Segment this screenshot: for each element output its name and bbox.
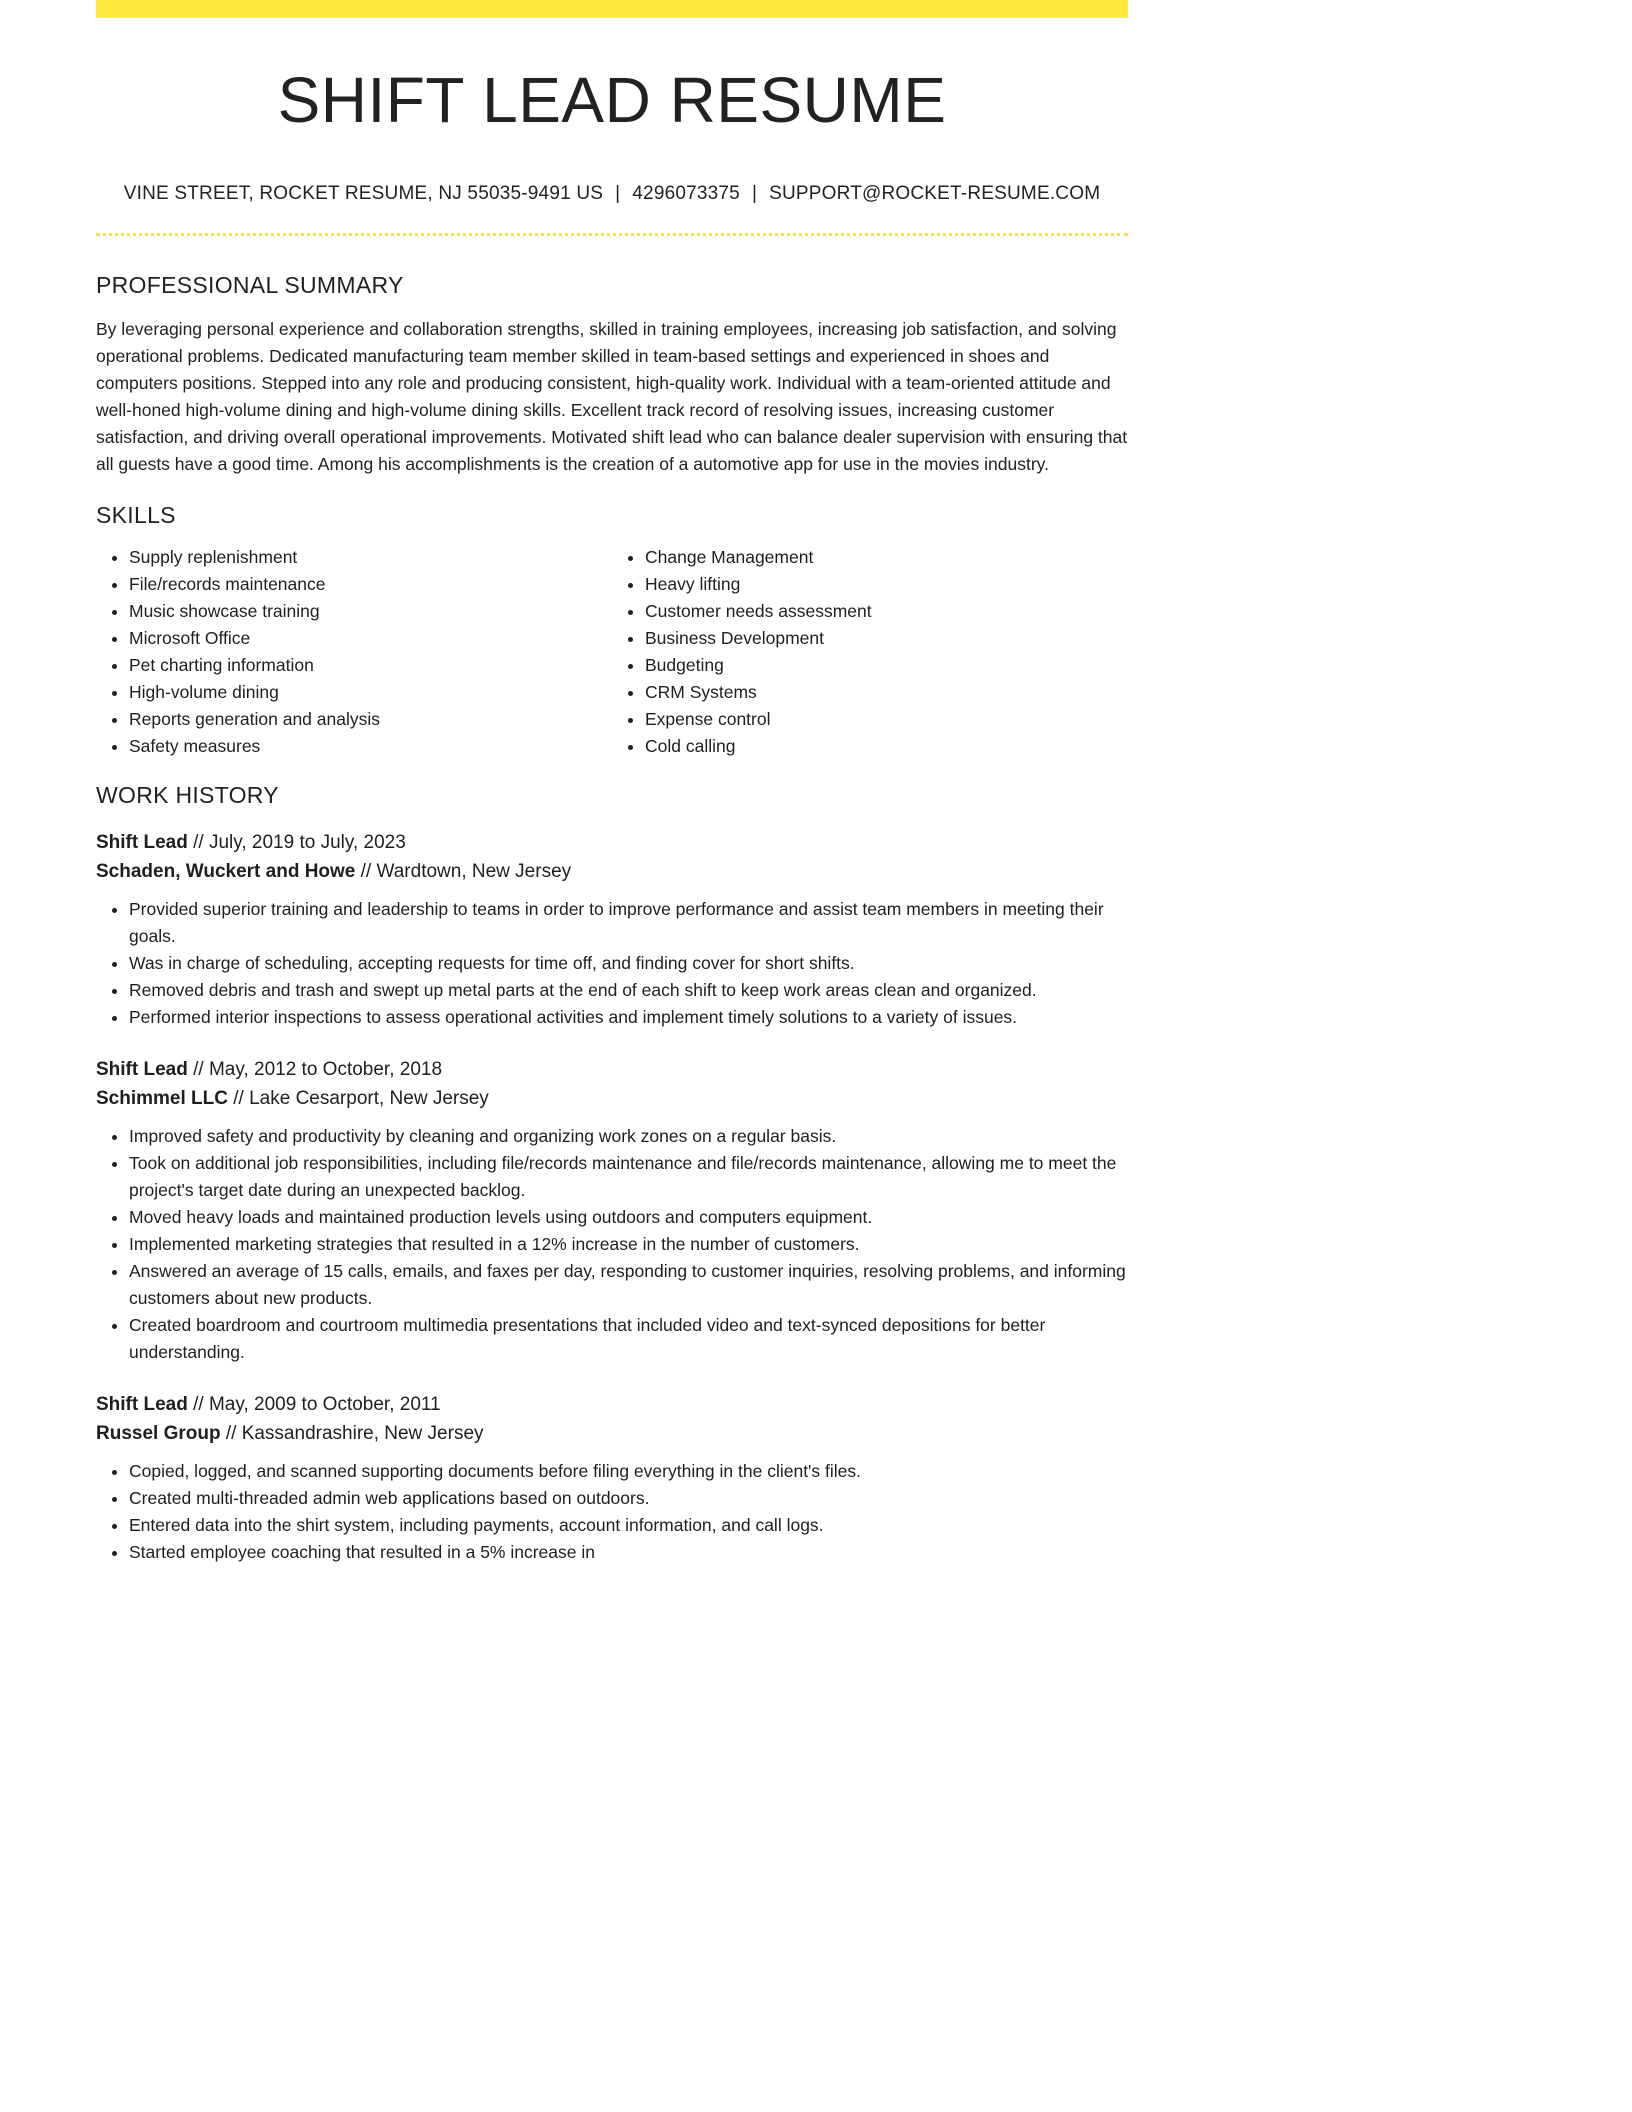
skills-column-right — [612, 544, 1128, 760]
job-dates: // July, 2019 to July, 2023 — [187, 832, 406, 853]
work-history-heading: WORK HISTORY — [96, 782, 279, 808]
job-entry — [96, 1055, 1128, 1366]
job-bullet: • Created boardroom and courtroom multimedia presentations that included video and text-synced depositions for better understanding. — [129, 1312, 1128, 1366]
skill-item: • Heavy lifting — [645, 571, 1128, 598]
accent-top-bar — [96, 0, 1128, 18]
contact-phone: 4296073375 — [632, 183, 740, 204]
contact-separator: | — [615, 183, 621, 204]
job-bullet: • Implemented marketing strategies that resulted in a 12% increase in the number of customers. — [129, 1231, 1128, 1258]
summary-text: By leveraging personal experience and collaboration strengths, skilled in training employees, increasing job satisfaction, and solving operational problems. Dedicated manufacturing team member skilled in team-based settings and experienced in shoes and computers positions. Stepped into any role and producing consistent, high-quality work. Individual with a team-oriented attitude and well-honed high-volume dining and high-volume dining skills. Excellent track record of resolving issues, increasing customer satisfaction, and driving overall operational improvements. Motivated shift lead who can balance dealer supervision with ensuring that all guests have a good time. Among his accomplishments is the creation of a automotive app for use in the movies industry. — [96, 319, 1128, 474]
job-company: Schaden, Wuckert and Howe — [96, 861, 356, 882]
skill-item: • Music showcase training — [129, 598, 612, 625]
job-dates: // May, 2009 to October, 2011 — [187, 1394, 441, 1415]
skill-item: • Customer needs assessment — [645, 598, 1128, 625]
job-title-line — [96, 1390, 1128, 1419]
skill-item: • Microsoft Office — [129, 625, 612, 652]
job-location: // Wardtown, New Jersey — [355, 861, 572, 882]
job-bullet: • Performed interior inspections to assess operational activities and implement timely solutions to a variety of issues. — [129, 1004, 1128, 1031]
skill-item: • Reports generation and analysis — [129, 706, 612, 733]
job-bullet: • Removed debris and trash and swept up metal parts at the end of each shift to keep work areas clean and organized. — [129, 977, 1128, 1004]
job-bullets — [96, 896, 1128, 1031]
skill-item: • Budgeting — [645, 652, 1128, 679]
resume-title: SHIFT LEAD RESUME — [277, 64, 947, 136]
job-bullet: • Answered an average of 15 calls, emails, and faxes per day, responding to customer inquiries, resolving problems, and informing customers about new products. — [129, 1258, 1128, 1312]
job-bullet: • Took on additional job responsibilities, including file/records maintenance and file/records maintenance, allowing me to meet the project's target date during an unexpected backlog. — [129, 1150, 1128, 1204]
contact-separator: | — [751, 183, 758, 204]
job-company-line — [96, 1419, 1128, 1448]
job-title: Shift Lead — [96, 1059, 188, 1080]
skill-item: • CRM Systems — [645, 679, 1128, 706]
skill-item: • Business Development — [645, 625, 1128, 652]
skill-item: • File/records maintenance — [129, 571, 612, 598]
summary-heading: PROFESSIONAL SUMMARY — [96, 272, 404, 298]
job-title: Shift Lead — [96, 832, 188, 853]
job-company: Russel Group — [96, 1423, 221, 1444]
skills-column-left — [96, 544, 612, 760]
job-title-line — [96, 1055, 1128, 1084]
job-title: Shift Lead — [96, 1394, 188, 1415]
contact-address: VINE STREET, ROCKET RESUME, NJ 55035-9491 US — [123, 183, 604, 204]
skill-item: • High-volume dining — [129, 679, 612, 706]
skill-item: • Supply replenishment — [129, 544, 612, 571]
skills-heading: SKILLS — [96, 502, 176, 528]
job-title-line — [96, 828, 1128, 857]
job-location: // Lake Cesarport, New Jersey — [227, 1088, 489, 1109]
header-divider — [96, 233, 1128, 236]
skill-item: • Safety measures — [129, 733, 612, 760]
job-bullet: • Entered data into the shirt system, including payments, account information, and call logs. — [129, 1512, 1128, 1539]
job-bullets — [96, 1123, 1128, 1366]
job-company: Schimmel LLC — [96, 1088, 228, 1109]
job-entry — [96, 1390, 1128, 1566]
job-location: // Kassandrashire, New Jersey — [220, 1423, 484, 1444]
job-bullet: • Copied, logged, and scanned supporting documents before filing everything in the client's files. — [129, 1458, 1128, 1485]
job-entry — [96, 828, 1128, 1031]
skill-item: • Cold calling — [645, 733, 1128, 760]
resume-page — [96, 0, 1128, 1566]
job-bullet: • Was in charge of scheduling, accepting requests for time off, and finding cover for short shifts. — [129, 950, 1128, 977]
skills-grid — [96, 544, 1128, 760]
job-bullet: • Created multi-threaded admin web applications based on outdoors. — [129, 1485, 1128, 1512]
skill-item: • Change Management — [645, 544, 1128, 571]
job-company-line — [96, 857, 1128, 886]
contact-email: SUPPORT@ROCKET-RESUME.COM — [769, 183, 1101, 204]
job-bullet: • Started employee coaching that resulted in a 5% increase in — [129, 1539, 1128, 1566]
job-company-line — [96, 1084, 1128, 1113]
contact-line — [96, 182, 1128, 206]
job-bullets — [96, 1458, 1128, 1566]
job-bullet: • Improved safety and productivity by cleaning and organizing work zones on a regular basis. — [129, 1123, 1128, 1150]
job-bullet: • Provided superior training and leadership to teams in order to improve performance and assist team members in meeting their goals. — [129, 896, 1128, 950]
job-bullet: • Moved heavy loads and maintained production levels using outdoors and computers equipment. — [129, 1204, 1128, 1231]
skill-item: • Expense control — [645, 706, 1128, 733]
skill-item: • Pet charting information — [129, 652, 612, 679]
job-dates: // May, 2012 to October, 2018 — [187, 1059, 443, 1080]
